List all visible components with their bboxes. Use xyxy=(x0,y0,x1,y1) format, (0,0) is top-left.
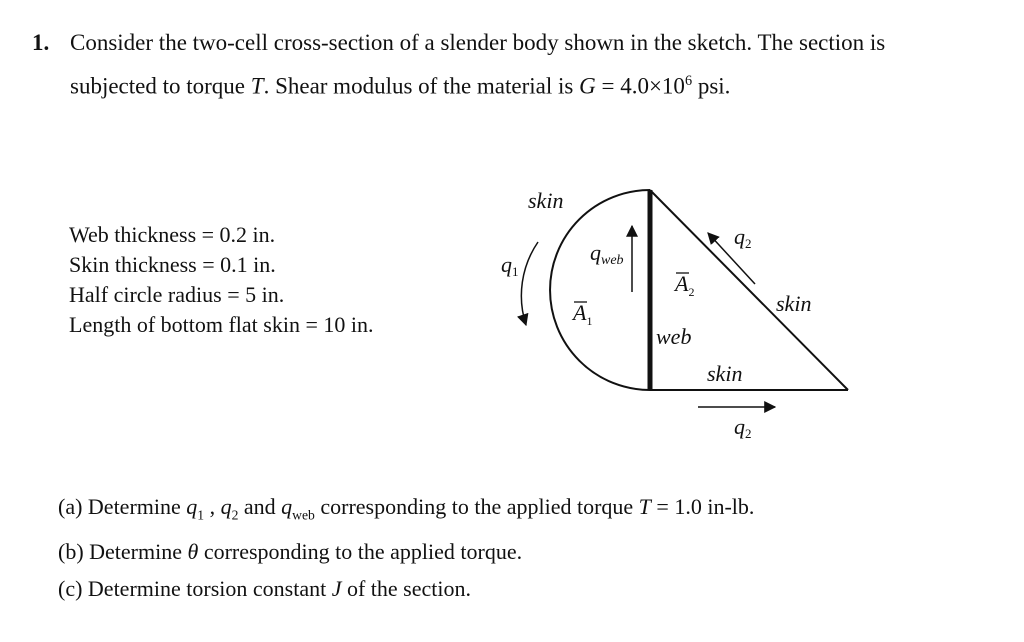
torque-symbol: T xyxy=(250,73,264,99)
A1-label: $A_1$ xyxy=(573,300,593,328)
skin-bottom-label: skin xyxy=(707,361,743,386)
given-web-thickness: Web thickness = 0.2 in. xyxy=(69,222,276,247)
problem-text xyxy=(70,24,1000,106)
question-list xyxy=(58,488,754,607)
skin-right-label: skin xyxy=(776,291,812,316)
q2-bottom-label: q2 xyxy=(734,414,752,441)
cross-section-sketch xyxy=(470,180,870,450)
question-b: (b) Determine θ corresponding to the applied torque. xyxy=(58,539,523,565)
problem-line-2: subjected to torque T. Shear modulus of the material is $G = 4.0\times 10^6$ psi. xyxy=(70,73,731,99)
q1-label: q1 xyxy=(501,252,519,279)
q2-top-label: q2 xyxy=(734,224,752,251)
A2-label: $A_2$ xyxy=(675,271,695,299)
web-label: web xyxy=(656,324,692,349)
question-c: (c) Determine torsion constant J of the section. xyxy=(58,576,471,602)
shear-modulus-symbol: G xyxy=(579,73,596,99)
given-skin-thickness: Skin thickness = 0.1 in. xyxy=(69,252,276,277)
problem-line-1: Consider the two-cell cross-section of a slender body shown in the sketch. The section is xyxy=(70,30,886,55)
question-a: (a) Determine $q_1$ , $q_2$ and $q_{web}$ corresponding to the applied torque T = 1.0 in-lb. xyxy=(58,494,755,523)
q1-arrow xyxy=(521,242,538,325)
half-circle-skin xyxy=(550,190,650,390)
given-half-circle-radius: Half circle radius = 5 in. xyxy=(69,282,285,307)
skin-top-label: skin xyxy=(528,188,564,213)
qweb-label: qweb xyxy=(590,240,624,268)
given-bottom-skin-length: Length of bottom flat skin = 10 in. xyxy=(69,312,374,337)
problem-number: 1. xyxy=(32,30,50,55)
given-values xyxy=(69,220,374,340)
